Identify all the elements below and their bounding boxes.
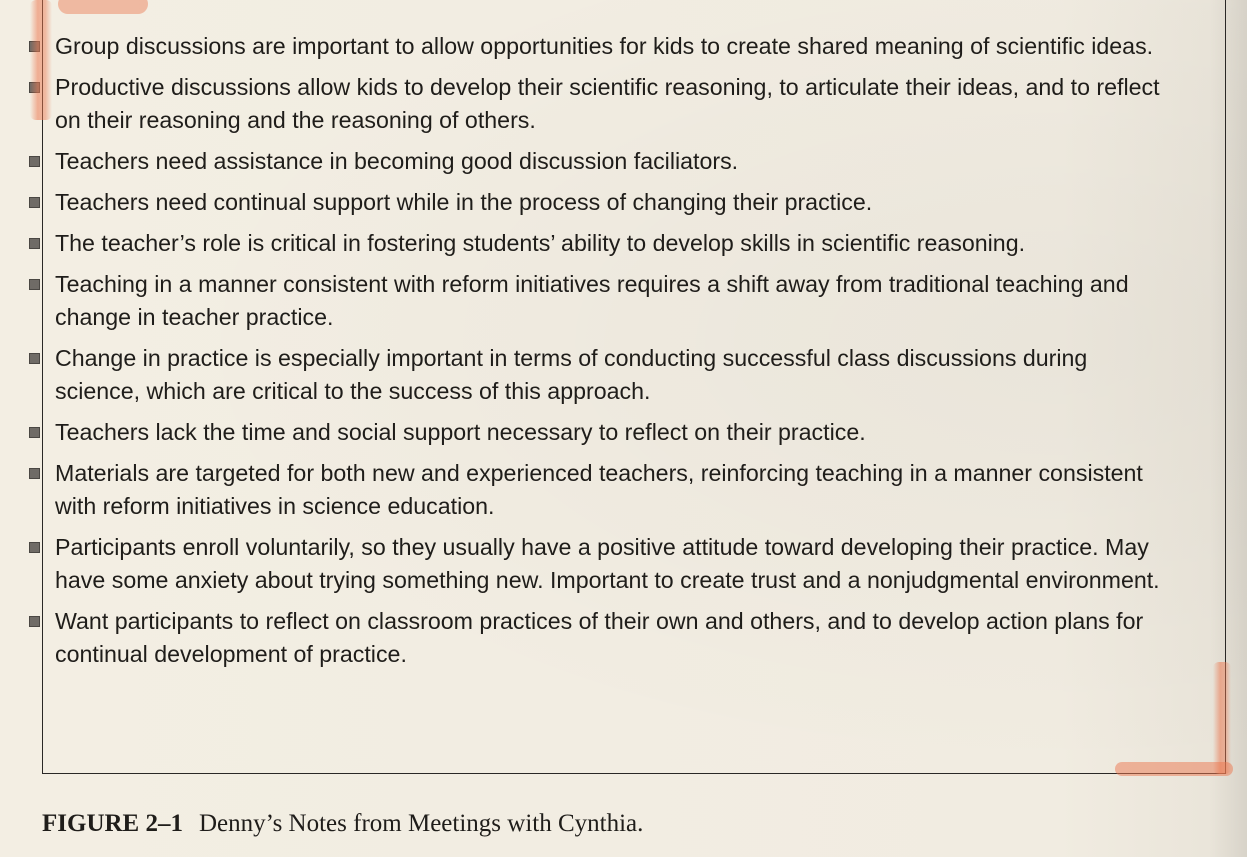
list-item-text: Productive discussions allow kids to develop their scientific reasoning, to articulate their ideas, and to reflect on their reasoning and the reasoning of others. [55,74,1160,133]
list-item-text: Materials are targeted for both new and experienced teachers, reinforcing teaching in a manner consistent with reform initiatives in science education. [55,460,1143,519]
highlighter-mark-left [30,0,52,120]
list-item [55,416,1175,449]
list-item-text: Group discussions are important to allow opportunities for kids to create shared meaning of scientific ideas. [55,33,1154,59]
list-item [55,30,1175,63]
square-bullet-icon [29,353,40,364]
list-item-text: The teacher’s role is critical in fostering students’ ability to develop skills in scientific reasoning. [55,230,1026,256]
list-item-text: Teachers need assistance in becoming good discussion faciliators. [55,148,739,174]
list-item-text: Teachers lack the time and social support necessary to reflect on their practice. [55,419,866,445]
square-bullet-icon [29,238,40,249]
list-item-text: Teachers need continual support while in the process of changing their practice. [55,189,873,215]
list-item-text: Teaching in a manner consistent with reform initiatives requires a shift away from traditional teaching and change in teacher practice. [55,271,1129,330]
square-bullet-icon [29,197,40,208]
list-item [55,457,1175,523]
highlighter-mark-top [58,0,148,14]
list-item [55,268,1175,334]
list-item [55,605,1175,671]
square-bullet-icon [29,279,40,290]
list-item-text: Want participants to reflect on classroom practices of their own and others, and to develop action plans for continual development of practice. [55,608,1144,667]
highlighter-mark-right [1213,662,1231,774]
square-bullet-icon [29,616,40,627]
figure-label: FIGURE 2–1 [42,810,183,837]
square-bullet-icon [29,542,40,553]
square-bullet-icon [29,156,40,167]
list-item [55,531,1175,597]
list-item [55,186,1175,219]
notes-list [55,30,1175,679]
list-item [55,342,1175,408]
square-bullet-icon [29,468,40,479]
list-item [55,71,1175,137]
figure-caption-text: Denny’s Notes from Meetings with Cynthia. [198,810,644,837]
highlighter-mark-bottom [1115,762,1233,776]
list-item-text: Participants enroll voluntarily, so they usually have a positive attitude toward developing their practice. May have some anxiety about trying something new. Important to create trust and a nonjudgmental environment. [55,534,1160,593]
figure-caption [42,810,643,838]
list-item [55,145,1175,178]
list-item [55,227,1175,260]
list-item-text: Change in practice is especially important in terms of conducting successful class discussions during science, which are critical to the success of this approach. [55,345,1088,404]
square-bullet-icon [29,427,40,438]
